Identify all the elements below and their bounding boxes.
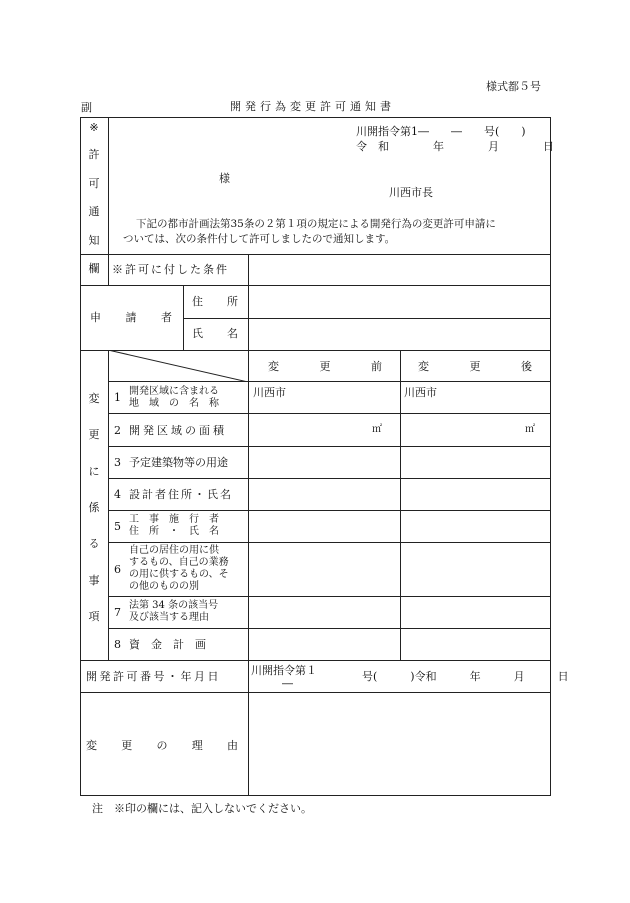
footnote: 注 ※印の欄には、記入しないでください。 — [92, 802, 312, 815]
copy-mark: 副 — [81, 101, 92, 114]
page-title: 開発行為変更許可通知書 — [230, 100, 395, 113]
item-5-label-line1: 工 事 施 行 者 — [129, 514, 219, 525]
item-1-before: 川西市 — [253, 386, 286, 399]
permit-dash: ― — [282, 677, 293, 690]
item-7-label-line2: 及び該当する理由 — [129, 612, 209, 623]
permit-number-label: 開発許可番号・年月日 — [86, 670, 221, 683]
notice-body-line2: ついては、次の条件付して許可しましたので通知します。 — [123, 233, 396, 245]
item-6-label-line4: の他のものの別 — [129, 581, 199, 592]
notice-date: 令 和 年 月 日 — [356, 140, 554, 153]
conditions-label: ※許可に付した条件 — [112, 263, 229, 276]
item-5-label-line2: 住 所 ・ 氏 名 — [129, 526, 219, 537]
permit-rest: 号( )令和 年 月 日 — [362, 670, 569, 683]
item-6-label-line3: の用に供するもの、そ — [129, 569, 229, 580]
item-8-label: 資 金 計 画 — [129, 638, 206, 651]
item-5-number: 5 — [114, 520, 121, 533]
applicant-label: 申 請 者 — [90, 311, 172, 324]
item-7-number: 7 — [114, 606, 121, 619]
item-1-label-line1: 開発区域に含まれる — [129, 386, 219, 397]
item-1-number: 1 — [114, 391, 121, 404]
permit-prefix: 川開指令第１ — [251, 664, 317, 677]
item-3-number: 3 — [114, 456, 121, 469]
after-header: 変 更 後 — [418, 360, 532, 373]
before-header: 変 更 前 — [268, 360, 382, 373]
item-2-after-unit: ㎡ — [525, 424, 535, 435]
item-7-label-line1: 法第 34 条の該当号 — [129, 600, 219, 611]
changes-side-label: 変 更 に 係 る 事 項 — [88, 392, 100, 623]
name-label: 氏 名 — [192, 327, 238, 340]
address-label: 住 所 — [192, 295, 238, 308]
item-3-label: 予定建築物等の用途 — [129, 456, 228, 469]
notice-side-label: ※ 許 可 通 知 欄 — [88, 121, 100, 275]
doc-number: 川開指令第1― ― 号( ) — [356, 125, 526, 138]
item-6-number: 6 — [114, 563, 121, 576]
item-2-before-unit: ㎡ — [372, 424, 382, 435]
recipient-suffix: 様 — [219, 172, 230, 185]
item-6-label-line2: するもの、自己の業務 — [129, 557, 229, 568]
item-2-label: 開発区域の面積 — [129, 424, 227, 437]
diagonal-line — [108, 350, 248, 382]
item-2-number: 2 — [114, 424, 121, 437]
divider — [80, 254, 551, 255]
item-4-number: 4 — [114, 488, 121, 501]
item-4-label: 設計者住所・氏名 — [129, 488, 233, 501]
reason-label: 変 更 の 理 由 — [86, 739, 238, 752]
issuer: 川西市長 — [389, 186, 433, 199]
form-number: 様式都５号 — [486, 80, 541, 93]
item-1-after: 川西市 — [404, 386, 437, 399]
item-6-label-line1: 自己の居住の用に供 — [129, 545, 219, 556]
notice-body-line1: 下記の都市計画法第35条の２第１項の規定による開発行為の変更許可申請に — [136, 218, 496, 230]
item-1-label-line2: 地 域 の 名 称 — [129, 398, 219, 409]
item-8-number: 8 — [114, 638, 121, 651]
